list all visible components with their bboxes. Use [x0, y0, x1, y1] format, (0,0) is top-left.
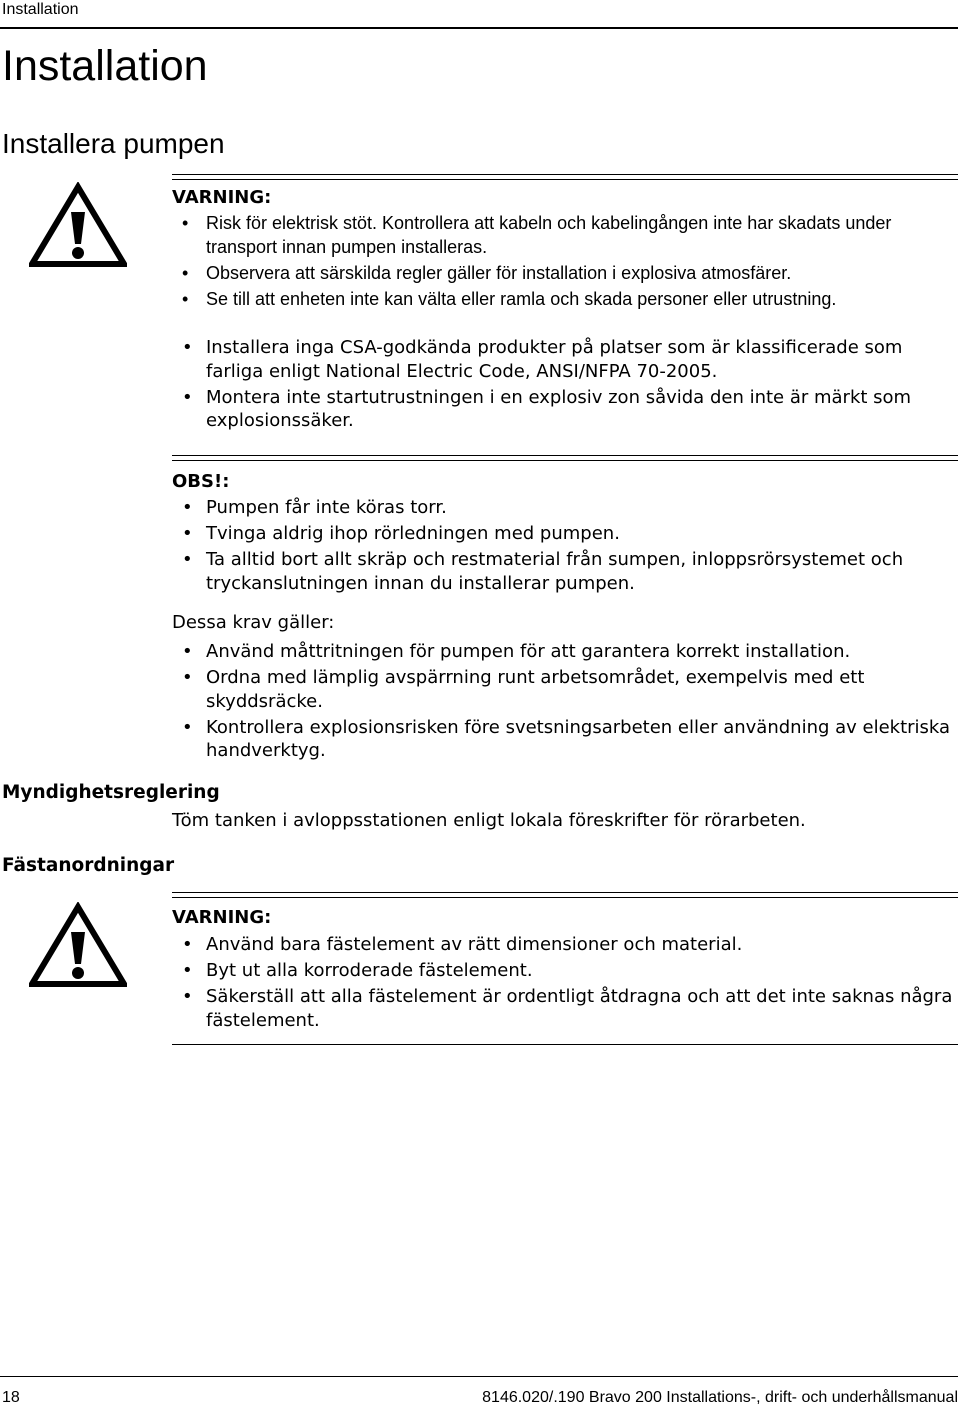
requirements-list	[172, 640, 958, 765]
regulation-text: Töm tanken i avloppsstationen enligt lokala föreskrifter för rörarbeten.	[172, 810, 806, 831]
list-item: • Ordna med lämplig avspärrning runt arbetsområdet, exempelvis med ett skyddsräcke.	[182, 667, 865, 712]
header-divider	[0, 27, 958, 29]
fasteners-warning-label: VARNING:	[172, 907, 272, 928]
list-item: • Pumpen får inte köras torr.	[182, 497, 447, 518]
list-item: • Installera inga CSA-godkända produkter på platser som är klassificerade som farliga enligt National Electric Code, ANSI/NFPA 70-2005.	[182, 337, 903, 382]
list-item: • Observera att särskilda regler gäller för installation i explosiva atmosfärer.	[182, 262, 792, 283]
list-item: • Använd måttritningen för pumpen för att garantera korrekt installation.	[182, 641, 851, 662]
fasteners-warning-top-rule	[172, 892, 958, 898]
document-title: 8146.020/.190 Bravo 200 Installations-, drift- och underhållsmanual	[482, 1389, 958, 1406]
list-item: • Ta alltid bort allt skräp och restmaterial från sumpen, inloppsrörsystemet och tryckanslutningen innan du installerar pumpen.	[182, 549, 904, 594]
note-list	[172, 496, 958, 598]
list-item: • Kontrollera explosionsrisken före svetsningsarbeten eller användning av elektriska handverktyg.	[182, 716, 951, 762]
list-item: • Använd bara fästelement av rätt dimensioner och material.	[182, 934, 743, 955]
note-top-rule	[172, 455, 958, 461]
note-label: OBS!:	[172, 471, 230, 492]
warning-label: VARNING:	[172, 187, 272, 208]
regulation-heading: Myndighetsreglering	[2, 782, 220, 803]
list-item: • Risk för elektrisk stöt. Kontrollera att kabeln och kabelingången inte har skadats under transport innan pumpen installeras.	[182, 213, 892, 257]
list-item: • Montera inte startutrustningen i en explosiv zon såvida den inte är märkt som explosionssäker.	[182, 386, 912, 432]
page-number: 18	[2, 1389, 20, 1406]
running-header: Installation	[2, 1, 79, 18]
fasteners-warning-list	[172, 933, 958, 1035]
list-item: • Byt ut alla korroderade fästelement.	[182, 960, 533, 982]
section-title: Installera pumpen	[2, 128, 225, 159]
footer-divider	[0, 1376, 958, 1377]
requirements-intro: Dessa krav gäller:	[172, 612, 335, 633]
warning-top-rule	[172, 174, 958, 180]
list-item: • Se till att enheten inte kan välta eller ramla och skada personer eller utrustning.	[182, 288, 837, 309]
list-item: • Säkerställ att alla fästelement är ordentligt åtdragna och att det inte saknas några fästelement.	[182, 986, 953, 1031]
warning-list	[172, 212, 958, 314]
list-item: • Tvinga aldrig ihop rörledningen med pumpen.	[182, 523, 620, 545]
warning-list-continued	[172, 336, 958, 435]
warning-triangle-icon	[29, 182, 127, 268]
page-title: Installation	[2, 42, 208, 90]
fasteners-heading: Fästanordningar	[2, 855, 175, 876]
warning-triangle-icon	[29, 902, 127, 988]
fasteners-warning-bottom-rule	[172, 1044, 958, 1045]
